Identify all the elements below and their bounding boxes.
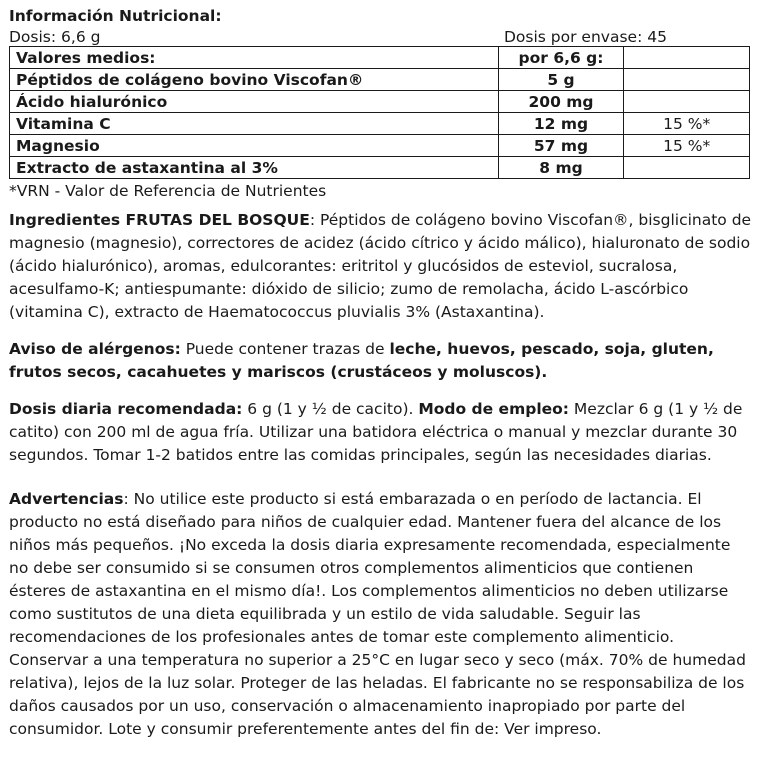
nutrient-name: Extracto de astaxantina al 3% (10, 157, 499, 179)
nutrient-name: Magnesio (10, 135, 499, 157)
usage-label: Modo de empleo: (418, 400, 569, 418)
nutrient-name: Péptidos de colágeno bovino Viscofan® (10, 69, 499, 91)
nutrient-amount: por 6,6 g: (498, 47, 624, 69)
table-row (10, 91, 750, 113)
nutrient-amount: 8 mg (498, 157, 624, 179)
nutrient-vrn: 15 %* (624, 113, 750, 135)
nutrition-table (9, 46, 750, 179)
nutrient-vrn: 15 %* (624, 135, 750, 157)
warnings-label: Advertencias (9, 490, 124, 508)
table-row (10, 157, 750, 179)
dose-text: 6 g (1 y ½ de cacito). (242, 400, 419, 418)
nutrient-vrn (624, 47, 750, 69)
allergens-label: Aviso de alérgenos: (9, 340, 181, 358)
allergens-paragraph (9, 338, 754, 384)
serving-size: Dosis: 6,6 g (9, 28, 101, 46)
nutrient-name: Valores medios: (10, 47, 499, 69)
nutrient-amount: 200 mg (498, 91, 624, 113)
nutrient-amount: 57 mg (498, 135, 624, 157)
nutrient-name: Vitamina C (10, 113, 499, 135)
table-row (10, 69, 750, 91)
nutrient-vrn (624, 69, 750, 91)
serving-info (9, 28, 754, 46)
nutrient-vrn (624, 157, 750, 179)
servings-per-container: Dosis por envase: 45 (504, 28, 667, 46)
ingredients-text: : Péptidos de colágeno bovino Viscofan®, bisglicinato de magnesio (magnesio), correctores de acidez (ácido cítrico y ácido málico), hialuronato de sodio (ácido hialurónico), aromas, edulcorantes: eritritol y glucósidos de esteviol, sucralosa, acesulfamo-K; antiespumante: dióxido de silicio; zumo de remolacha, ácido L-ascórbico (vitamina C), extracto de Haematococcus pluvialis 3% (Astaxantina). (9, 211, 752, 321)
vrn-footnote: *VRN - Valor de Referencia de Nutrientes (9, 182, 327, 200)
allergens-items: leche, huevos, pescado, soja, gluten, frutos secos, cacahuetes y mariscos (crustáceos y moluscos). (9, 340, 714, 381)
nutrition-label (9, 6, 754, 741)
nutrient-amount: 12 mg (498, 113, 624, 135)
warnings-paragraph (9, 488, 754, 741)
table-row (10, 135, 750, 157)
usage-text: Mezclar 6 g (1 y ½ de catito) con 200 ml de agua fría. Utilizar una batidora eléctrica o manual y mezclar durante 30 segundos. Tomar 1-2 batidos entre las comidas principales, según las necesidades diarias. (9, 400, 743, 464)
nutrient-vrn (624, 91, 750, 113)
table-row (10, 47, 750, 69)
ingredients-label: Ingredientes FRUTAS DEL BOSQUE (9, 211, 310, 229)
nutrient-name: Ácido hialurónico (10, 91, 499, 113)
nutrient-amount: 5 g (498, 69, 624, 91)
ingredients-paragraph (9, 209, 754, 324)
dose-paragraph (9, 398, 754, 467)
warnings-text: : No utilice este producto si está embarazada o en período de lactancia. El producto no está diseñado para niños de cualquier edad. Mantener fuera del alcance de los niños más pequeños. ¡No exceda la dosis diaria expresamente recomendada, especialmente no debe ser consumido si se consumen otros complementos alimenticios que contienen ésteres de astaxantina en el mismo día!. Los complementos alimenticios no deben utilizarse como sustitutos de una dieta equilibrada y un estilo de vida saludable. Seguir las recomendaciones de los profesionales antes de tomar este complemento alimenticio. Conservar a una temperatura no superior a 25°C en lugar seco y seco (máx. 70% de humedad relativa), lejos de la luz solar. Proteger de las heladas. El fabricante no se responsabiliza de los daños causados por un uso, conservación o almacenamiento inapropiado por parte del consumidor. Lote y consumir preferentemente antes del fin de: Ver impreso. (9, 490, 746, 738)
table-row (10, 113, 750, 135)
section-title: Información Nutricional: (9, 7, 222, 25)
allergens-text: Puede contener trazas de (180, 340, 390, 358)
dose-label: Dosis diaria recomendada: (9, 400, 243, 418)
